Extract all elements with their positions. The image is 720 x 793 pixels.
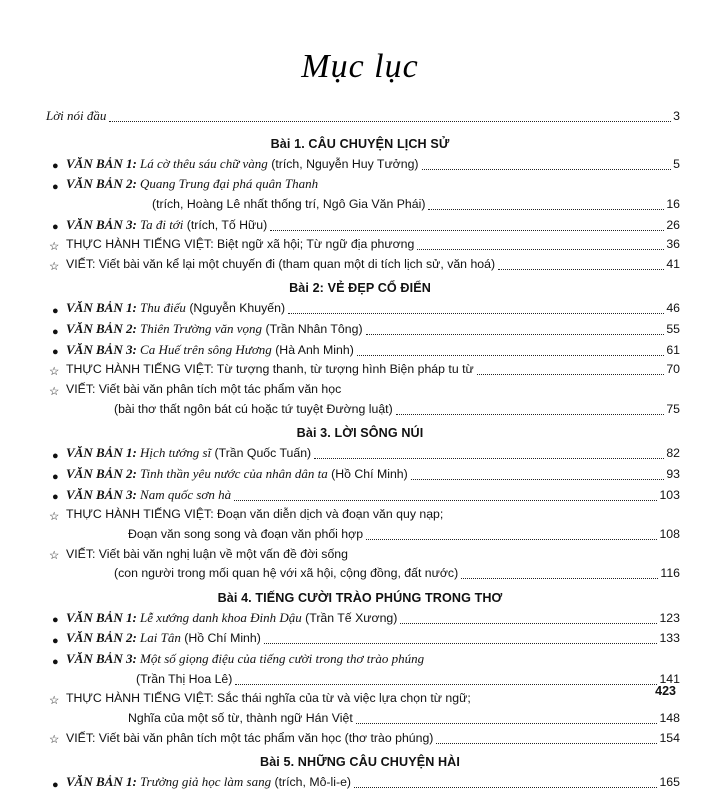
toc-entry-text (66, 650, 424, 668)
bullet-icon: ● (52, 180, 59, 193)
leader-dots (366, 538, 657, 540)
toc-entry-text (66, 773, 351, 791)
toc-entry-text (66, 465, 408, 483)
toc-entry-detail: Viết bài văn nghị luận về một vấn đề đời sống (95, 546, 348, 561)
toc-entry[interactable] (40, 505, 680, 525)
toc-entry-label: VĂN BẢN 1: (66, 445, 137, 461)
toc-continuation-page: 141 (659, 671, 680, 686)
toc-entry-label: VĂN BẢN 3: (66, 216, 137, 232)
toc-entry[interactable] (40, 214, 680, 235)
toc-entry-text (66, 341, 354, 359)
leader-dots (356, 722, 658, 724)
toc-entry-continuation[interactable] (40, 195, 680, 215)
leader-dots (234, 499, 657, 501)
leader-dots (436, 742, 657, 744)
toc-continuation-page: 108 (659, 526, 680, 541)
toc-entry-label: THỰC HÀNH TIẾNG VIỆT: (66, 362, 214, 377)
toc-entry-label: VIẾT: (66, 382, 96, 397)
leader-dots (461, 577, 658, 579)
toc-entry-detail: Viết bài văn kể lại một chuyến đi (tham quan một di tích lịch sử, văn hoá) (95, 256, 496, 271)
star-icon: ☆ (49, 385, 60, 398)
toc-entry[interactable] (40, 729, 680, 749)
toc-entry-text (66, 609, 397, 627)
toc-entry-continuation[interactable] (40, 525, 680, 545)
toc-entry-title: Ta đi tới (136, 216, 184, 232)
toc-entry[interactable] (40, 608, 680, 629)
toc-entry-text (66, 486, 231, 504)
toc-entry-text (66, 155, 419, 173)
bullet-icon: ● (52, 635, 59, 647)
toc-entry[interactable] (40, 772, 680, 793)
toc-entry[interactable] (40, 174, 680, 195)
toc-entry-text (66, 381, 341, 398)
toc-entry-detail: (trích, Nguyễn Huy Tưởng) (267, 156, 419, 171)
toc-entry-text (66, 175, 318, 193)
toc-entry[interactable] (40, 649, 680, 670)
toc-entry-label: VĂN BẢN 1: (66, 300, 137, 316)
leader-dots (498, 268, 664, 270)
toc-entry-label: VĂN BẢN 3: (66, 651, 137, 667)
toc-entry-detail: (Hồ Chí Minh) (180, 631, 261, 646)
toc-entry-page: 133 (659, 631, 680, 646)
bullet-icon: ● (52, 778, 59, 791)
star-icon: ☆ (49, 260, 60, 273)
toc-entry-label: THỰC HÀNH TIẾNG VIỆT: (66, 237, 214, 252)
toc-entry-detail: Sắc thái nghĩa của từ và việc lựa chọn từ ngữ; (213, 691, 471, 706)
toc-entry-title: Lễ xướng danh khoa Đinh Dậu (136, 609, 302, 625)
toc-entry-text (66, 216, 267, 234)
toc-entry[interactable] (40, 628, 680, 649)
table-of-contents (40, 106, 680, 793)
toc-entry-text (66, 730, 433, 747)
star-icon: ☆ (49, 366, 60, 379)
toc-entry-label: VIẾT: (66, 546, 96, 561)
section-heading: Bài 4. TIẾNG CƯỜI TRÀO PHÚNG TRONG THƠ (217, 590, 503, 605)
leader-dots (270, 229, 664, 231)
toc-continuation-text: (trích, Hoàng Lê nhất thống trí, Ngô Gia Văn Phái) (152, 196, 426, 211)
bullet-icon: ● (52, 491, 59, 504)
toc-entry-page: 5 (673, 156, 680, 171)
toc-entry-page: 103 (659, 487, 680, 502)
toc-entry-label: VĂN BẢN 2: (66, 321, 137, 337)
toc-entry-title: Trưởng giả học làm sang (136, 774, 272, 790)
toc-entry-detail: (Hồ Chí Minh) (327, 466, 408, 481)
star-icon: ☆ (49, 734, 60, 747)
toc-entry-detail: Biệt ngữ xã hội; Từ ngữ địa phương (213, 237, 415, 252)
toc-entry-title: Một số giọng điệu của tiếng cười trong thơ trào phúng (136, 651, 425, 667)
toc-continuation-page: 116 (660, 566, 680, 581)
toc-entry-page: 165 (659, 775, 680, 790)
leader-dots (428, 208, 664, 210)
star-icon: ☆ (49, 511, 60, 523)
bullet-icon: ● (52, 449, 59, 462)
toc-entry[interactable] (40, 443, 680, 464)
toc-entry-page: 46 (666, 301, 680, 316)
toc-continuation-text: Đoạn văn song song và đoạn văn phối hợp (128, 526, 364, 541)
toc-continuation-text: (Trần Thị Hoa Lê) (136, 671, 233, 686)
toc-entry-title: Thiên Trường văn vọng (136, 321, 263, 337)
toc-entry-continuation[interactable] (40, 400, 680, 420)
toc-entry-text (66, 506, 443, 523)
toc-entry-detail: (Trần Tế Xương) (301, 610, 398, 625)
toc-entry-continuation[interactable] (40, 564, 680, 584)
toc-entry-label: VĂN BẢN 2: (66, 630, 137, 646)
toc-entry-title: Lai Tân (136, 630, 181, 646)
toc-entry-label: VĂN BẢN 1: (66, 609, 137, 625)
toc-entry[interactable] (40, 298, 680, 319)
bullet-icon: ● (52, 221, 59, 234)
toc-continuation-text: Nghĩa của một số từ, thành ngữ Hán Việt (128, 711, 353, 726)
toc-entry-title: Ca Huế trên sông Hương (136, 341, 272, 357)
toc-entry-label: VĂN BẢN 3: (66, 486, 137, 502)
toc-entry-label: VĂN BẢN 3: (66, 341, 137, 357)
leader-dots (288, 312, 664, 314)
section-heading: Bài 5. NHỮNG CÂU CHUYỆN HÀI (260, 755, 460, 770)
toc-entry-text (66, 361, 474, 378)
leader-dots (422, 168, 672, 170)
toc-entry-label: THỰC HÀNH TIẾNG VIỆT: (66, 691, 214, 706)
toc-entry-text (66, 299, 285, 317)
toc-entry-page: 123 (659, 610, 680, 625)
leader-dots (109, 120, 671, 122)
bullet-icon: ● (52, 346, 59, 359)
leader-dots (411, 478, 665, 480)
toc-entry[interactable] (40, 544, 680, 564)
toc-entry-title: Hịch tướng sĩ (136, 445, 212, 461)
bullet-icon: ● (52, 305, 59, 318)
leader-dots (357, 354, 665, 356)
toc-entry-title: Tinh thần yêu nước của nhân dân ta (136, 465, 328, 481)
preface-label: Lời nói đầu (46, 108, 107, 124)
toc-continuation-page: 148 (659, 711, 680, 726)
leader-dots (366, 333, 665, 335)
folio-number: 423 (655, 684, 676, 698)
toc-entry-label: THỰC HÀNH TIẾNG VIỆT: (66, 507, 214, 522)
toc-entry-title: Thu điếu (136, 300, 186, 316)
toc-entry-text (66, 629, 261, 647)
toc-entry[interactable] (40, 464, 680, 485)
toc-entry-continuation[interactable] (40, 670, 680, 690)
toc-continuation-page: 75 (666, 401, 680, 416)
toc-entry-page: 82 (666, 446, 680, 461)
bullet-icon: ● (52, 655, 59, 668)
toc-entry-page: 93 (666, 466, 680, 481)
toc-entry-title: Lá cờ thêu sáu chữ vàng (136, 155, 268, 171)
toc-continuation-page: 16 (666, 196, 680, 211)
toc-entry[interactable] (40, 340, 680, 361)
toc-entry[interactable] (40, 235, 680, 255)
section-heading: Bài 3. LỜI SÔNG NÚI (296, 426, 424, 441)
preface-page: 3 (673, 109, 680, 124)
toc-entry-label: VĂN BẢN 1: (66, 155, 137, 171)
bullet-icon: ● (52, 325, 59, 338)
bullet-icon: ● (52, 614, 59, 627)
section-heading: Bài 2: VẺ ĐẸP CỔ ĐIỂN (289, 281, 431, 296)
toc-entry-label: VĂN BẢN 2: (66, 176, 137, 192)
toc-entry[interactable] (40, 154, 680, 175)
toc-entry[interactable] (40, 319, 680, 340)
toc-entry-text (66, 256, 495, 273)
toc-entry[interactable] (40, 485, 680, 506)
leader-dots (354, 786, 657, 788)
toc-entry-detail: Từ tượng thanh, từ tượng hình Biện pháp tu từ (213, 362, 474, 377)
toc-entry-detail: (Trần Nhân Tông) (262, 322, 363, 337)
toc-entry-page: 26 (666, 217, 680, 232)
toc-continuation-text: (con người trong mối quan hệ với xã hội, cộng đồng, đất nước) (114, 566, 459, 581)
star-icon: ☆ (49, 695, 60, 708)
toc-entry-detail: (trích, Tố Hữu) (183, 217, 268, 232)
leader-dots (417, 248, 664, 250)
toc-entry-title: Nam quốc sơn hà (136, 486, 232, 502)
toc-entry-title: Quang Trung đại phá quân Thanh (136, 176, 319, 192)
toc-entry-label: VIẾT: (66, 730, 96, 745)
toc-entry-detail: (trích, Mô-li-e) (271, 775, 352, 790)
toc-entry-label: VĂN BẢN 2: (66, 465, 137, 481)
toc-entry-text (66, 546, 348, 563)
toc-entry-page: 61 (666, 342, 680, 357)
toc-entry-detail: (Trần Quốc Tuấn) (211, 446, 312, 461)
bullet-icon: ● (52, 160, 59, 173)
toc-entry[interactable] (40, 360, 680, 380)
leader-dots (477, 373, 665, 375)
toc-entry-text (66, 690, 471, 707)
leader-dots (235, 683, 657, 685)
leader-dots (264, 642, 658, 644)
leader-dots (400, 622, 657, 624)
star-icon: ☆ (49, 550, 60, 563)
toc-entry-detail: Viết bài văn phân tích một tác phẩm văn học (95, 382, 342, 397)
section-heading: Bài 1. CÂU CHUYỆN LỊCH SỬ (270, 136, 450, 151)
toc-entry-detail: (Nguyễn Khuyến) (185, 301, 286, 316)
toc-entry-page: 36 (666, 237, 680, 252)
toc-entry-text (66, 236, 414, 253)
toc-entry-continuation[interactable] (40, 709, 680, 729)
leader-dots (396, 413, 665, 415)
toc-continuation-text: (bài thơ thất ngôn bát cú hoặc tứ tuyệt Đường luật) (114, 401, 393, 416)
toc-entry-preface[interactable] (40, 106, 680, 130)
toc-entry-label: VIẾT: (66, 256, 96, 271)
toc-entry[interactable] (40, 689, 680, 709)
toc-entry-detail: (Hà Anh Minh) (271, 342, 354, 357)
toc-entry-page: 41 (666, 256, 680, 271)
toc-entry-label: VĂN BẢN 1: (66, 774, 137, 790)
bullet-icon: ● (52, 470, 59, 483)
toc-entry-page: 55 (666, 322, 680, 337)
leader-dots (314, 457, 664, 459)
toc-entry-detail: Đoạn văn diễn dịch và đoạn văn quy nạp; (213, 507, 444, 522)
page-title: Mục lục (301, 48, 419, 85)
toc-entry-detail: Viết bài văn phân tích một tác phẩm văn học (thơ trào phúng) (95, 730, 434, 745)
toc-entry[interactable] (40, 380, 680, 400)
toc-entry-page: 154 (659, 730, 680, 745)
star-icon: ☆ (49, 240, 60, 253)
toc-entry-page: 70 (666, 362, 680, 377)
toc-entry-text (66, 444, 311, 462)
toc-entry[interactable] (40, 255, 680, 275)
toc-entry-text (66, 320, 363, 338)
